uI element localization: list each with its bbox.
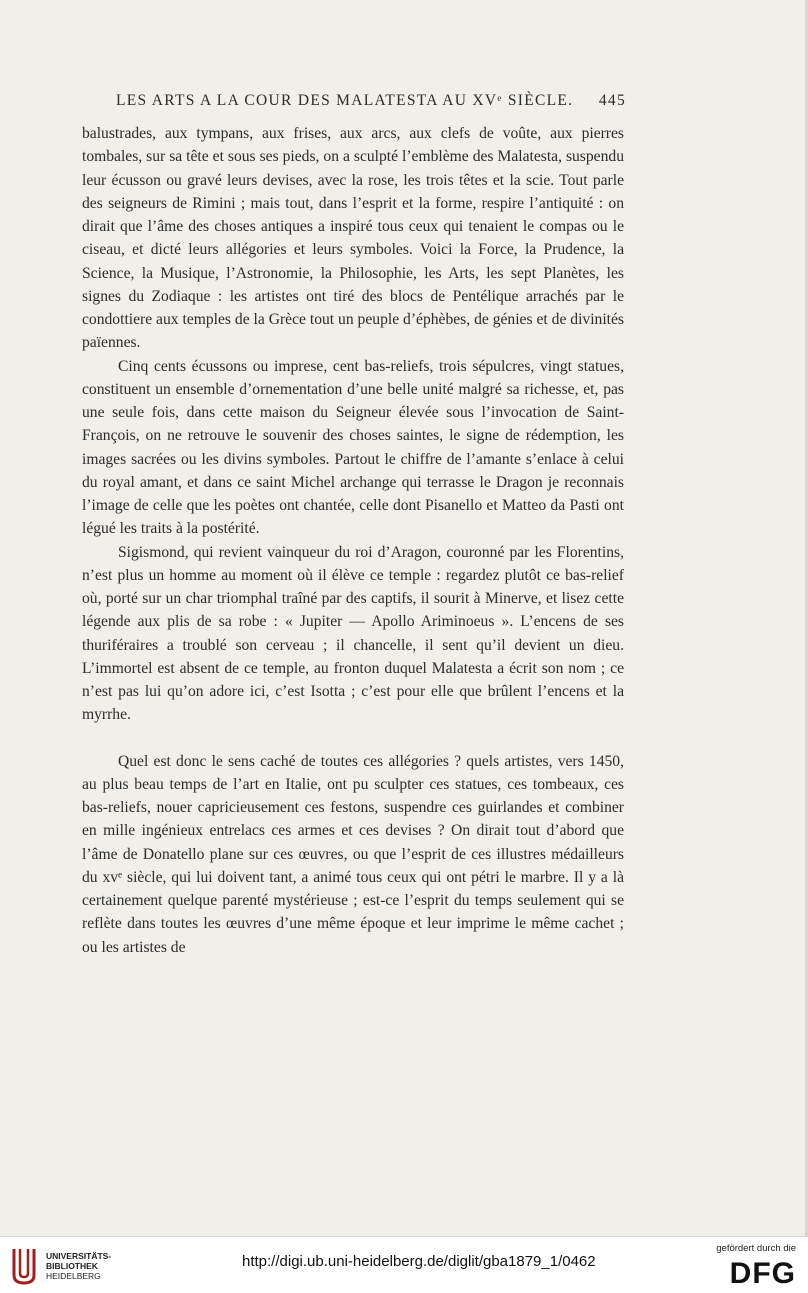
permalink-url[interactable]: http://digi.ub.uni-heidelberg.de/diglit/gba1879_1/0462 xyxy=(242,1253,596,1270)
ub-heidelberg-logo-icon[interactable] xyxy=(8,1245,40,1287)
paragraph: Sigismond, qui revient vainqueur du roi d’Aragon, couronné par les Florentins, n’est plus un homme au moment où il élève ce temple : regardez plutôt ce bas-relief où, porté sur un char triomphal traîné par des captifs, il sourit à Minerve, et lisez cette légende aux plis de sa robe : « Jupiter — Apollo Ariminoeus ». L’encens de ses thuriféraires a troublé son cerveau ; il chancelle, il sent qu’il devient un dieu. L’immortel est absent de ce temple, au fronton duquel Malatesta a écrit son nom ; ce n’est pas lui qu’on adore ici, c’est Isotta ; c’est pour elle que brûlent l’encens et la myrrhe. xyxy=(82,543,624,724)
body-text xyxy=(82,122,624,959)
page-number: 445 xyxy=(598,92,626,109)
library-line: BIBLIOTHEK xyxy=(46,1261,98,1271)
library-line: HEIDELBERG xyxy=(46,1271,101,1281)
library-name[interactable] xyxy=(46,1251,111,1281)
paragraph: Cinq cents écussons ou imprese, cent bas-reliefs, trois sépulcres, vingt statues, constituent un ensemble d’ornementation d’une belle unité malgré sa richesse, et, pas une seule fois, dans cette maison du Seigneur élevée sous l’invocation de Saint-François, on ne retrouve le souvenir des choses saintes, le signe de rédemption, les images sacrées ou les divins symboles. Partout le chiffre de l’amante s’enlace à celui du royal amant, et dans ce saint Michel archange qui terrasse le Dragon je reconnais l’image de celle que les poètes ont chantée, celle dont Pisanello et Matteo da Pasti ont légué les traits à la postérité. xyxy=(82,357,624,538)
viewer-footer xyxy=(0,1236,808,1293)
dfg-logo[interactable]: DFG xyxy=(729,1257,796,1290)
paragraph: Quel est donc le sens caché de toutes ces allégories ? quels artistes, vers 1450, au plus beau temps de l’art en Italie, ont pu sculpter ces statues, ces tombeaux, ces bas-reliefs, nouer capricieusement ces festons, suspendre ces guirlandes et combiner en mille ingénieux entrelacs ces armes et ces devises ? On dirait tout d’abord que l’âme de Donatello plane sur ces œuvres, ou que l’esprit de ces illustres médailleurs du xvᵉ siècle, qui lui doivent tant, a animé tous ceux qui ont pétri le marbre. Il y a là certainement quelque parenté mystérieuse ; est-ce l’esprit du temps seulement qui se reflète dans toutes les œuvres d’une même époque et leur imprime le même cachet ; ou les artistes de xyxy=(82,752,624,956)
running-title: LES ARTS A LA COUR DES MALATESTA AU XVᵉ SIÈCLE. xyxy=(116,92,574,109)
running-header xyxy=(116,92,626,110)
funding-label: gefördert durch die xyxy=(716,1243,796,1254)
library-line: UNIVERSITÄTS- xyxy=(46,1251,112,1261)
paragraph: balustrades, aux tympans, aux frises, aux arcs, aux clefs de voûte, aux pierres tombales, sur sa tête et sous ses pieds, on a sculpté l’emblème des Malatesta, suspendu leur écusson ou gravé leurs devises, avec la rose, les trois têtes et la scie. Tout parle des seigneurs de Rimini ; mais tout, dans l’esprit et la forme, respire l’antiquité : on dirait que l’âme des choses antiques a inspiré tous ceux qui tenaient le compas ou le ciseau, et dicté leurs allégories et leurs symboles. Voici la Force, la Prudence, la Science, la Musique, l’Astronomie, la Philosophie, les Arts, les sept Planètes, les signes du Zodiaque : les artistes ont tiré des blocs de Pentélique arrachés par le condottiere aux temples de la Grèce tout un peuple d’éphèbes, de génies et de divinités païennes. xyxy=(82,125,624,352)
